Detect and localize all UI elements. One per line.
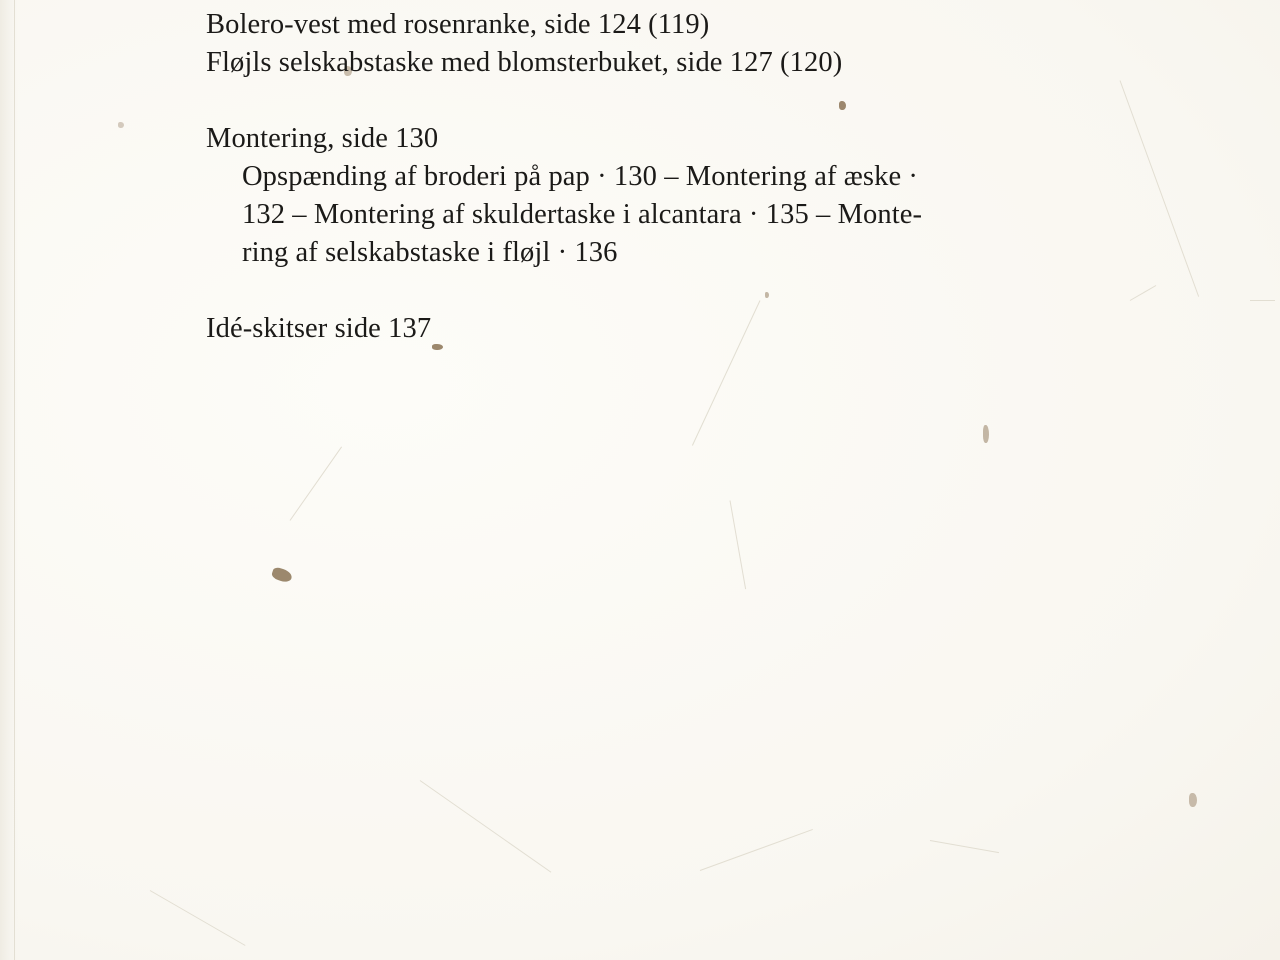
toc-spacer (206, 82, 1106, 120)
paper-fiber (930, 840, 999, 853)
paper-speck (118, 122, 124, 128)
paper-fiber (420, 780, 552, 873)
toc-section-heading: Montering, side 130 (206, 123, 439, 154)
paper-fiber (290, 446, 342, 520)
paper-speck (983, 425, 989, 443)
paper-fiber (150, 890, 246, 946)
toc-entry: Bolero-vest med rosenranke, side 124 (119) (206, 9, 710, 40)
toc-sub-line: ring af selskabstaske i fløjl · 136 (242, 237, 618, 268)
paper-speck (1189, 793, 1197, 807)
toc-sub-line: Opspænding af broderi på pap · 130 – Montering af æske · (242, 161, 919, 192)
paper-fiber (1130, 285, 1156, 301)
toc-sub-line: 132 – Montering af skuldertaske i alcantara · 135 – Monte- (242, 199, 923, 230)
paper-fiber (730, 500, 747, 589)
paper-fiber (1250, 300, 1275, 301)
toc-final-entry: Idé-skitser side 137 (206, 313, 432, 344)
toc-spacer (206, 272, 1106, 310)
paper-fiber (700, 829, 813, 871)
paper-speck (271, 566, 294, 584)
paper-fiber (1120, 80, 1200, 296)
table-of-contents (206, 6, 1106, 348)
page-binding-edge (0, 0, 18, 960)
toc-entry: Fløjls selskabstaske med blomsterbuket, side 127 (120) (206, 47, 843, 78)
